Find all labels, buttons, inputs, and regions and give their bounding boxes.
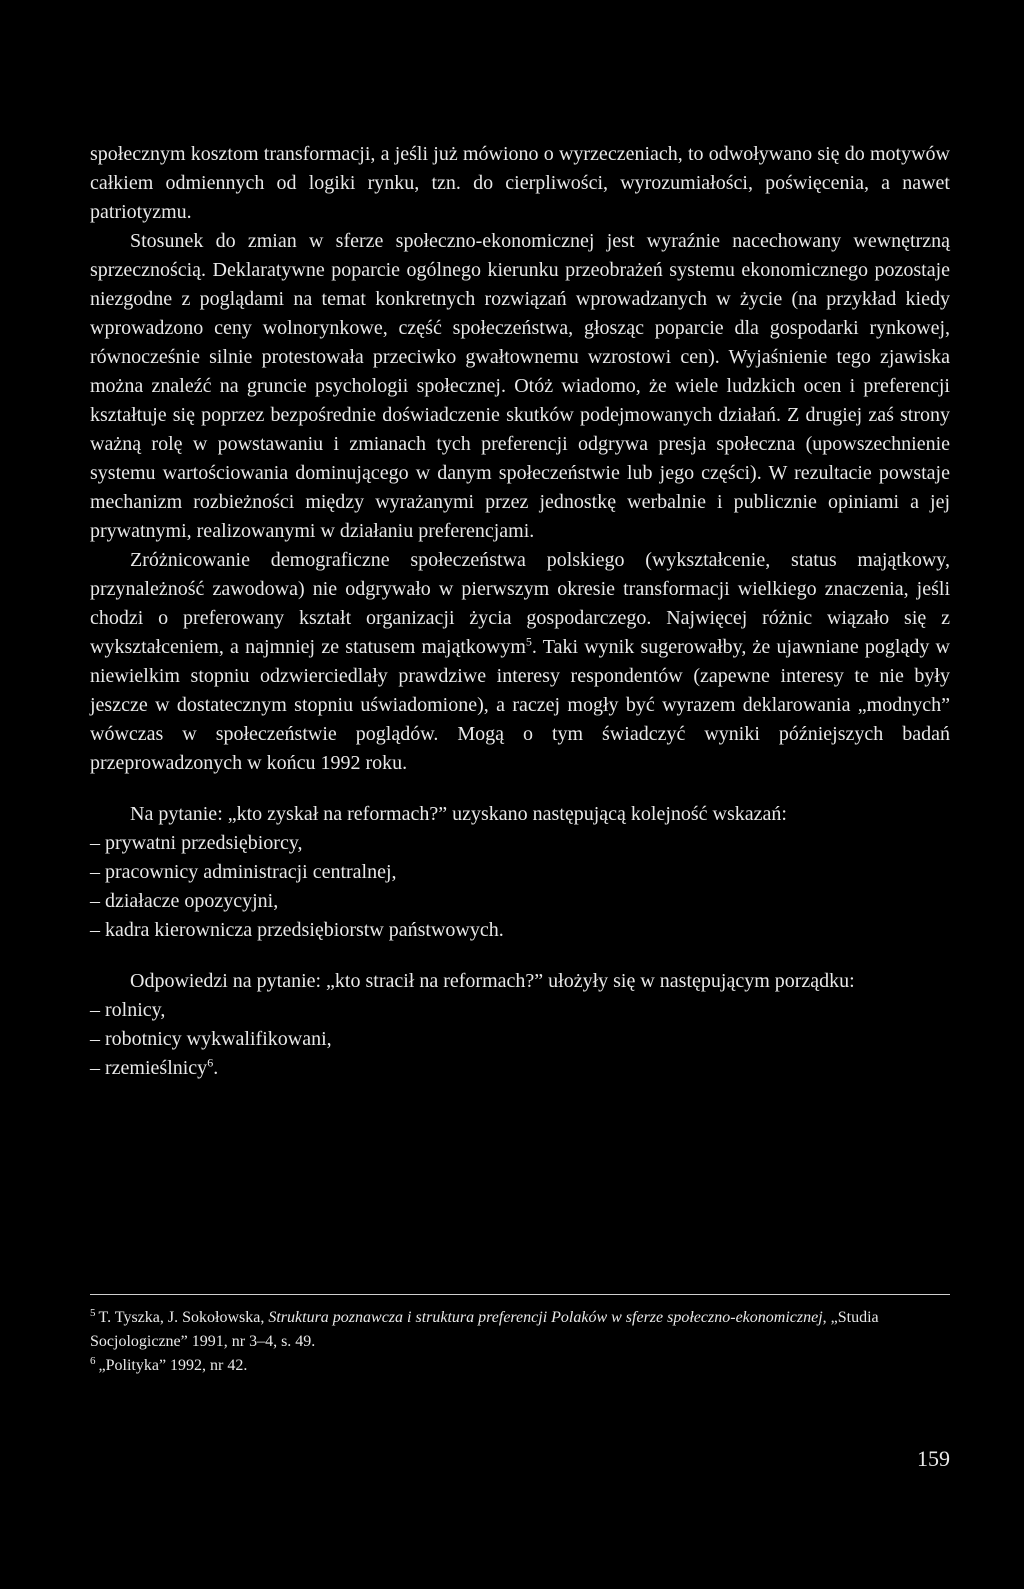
gained-list [90, 829, 950, 945]
paragraph-1: społecznym kosztom transformacji, a jeśli już mówiono o wyrzeczeniach, to odwoływano się do motywów całkiem odmiennych od logiki rynku, tzn. do cierpliwości, wyrozumiałości, poświęcenia, a nawet patriotyzmu. [90, 143, 950, 223]
page-number: 159 [917, 1446, 950, 1471]
gained-intro: Na pytanie: „kto zyskał na reformach?” uzyskano następującą kolejność wskazań: [130, 803, 787, 825]
list-item [90, 1054, 950, 1083]
list-item-text: – rzemieślnicy [90, 1057, 208, 1079]
footnote-source: , „Studia Socjologiczne” 1991, nr 3–4, s. 49. [90, 1309, 879, 1350]
footnote-text: T. Tyszka, J. Sokołowska, [98, 1309, 269, 1326]
page-body [90, 140, 950, 1083]
paragraph-3 [90, 546, 950, 778]
list-item-end: . [213, 1057, 219, 1079]
lost-intro: Odpowiedzi na pytanie: „kto stracił na reformach?” ułożyły się w następującym porządku: [130, 970, 855, 992]
footnotes [90, 1306, 950, 1378]
list-item: – kadra kierownicza przedsiębiorstw państwowych. [90, 919, 504, 941]
list-item: – robotnicy wykwalifikowani, [90, 1028, 332, 1050]
footnote-number: 6 [90, 1354, 96, 1367]
footnote-ref-6: 6 [207, 1055, 214, 1070]
paragraph-2: Stosunek do zmian w sferze społeczno-ekonomicznej jest wyraźnie nacechowany wewnętrzną sprzecznością. Deklaratywne poparcie ogólnego kierunku przeobrażeń systemu ekonomicznego pozostaje niezgodne z poglądami na temat konkretnych rozwiązań wprowadzanych w życie (na przykład kiedy wprowadzono ceny wolnorynkowe, część społeczeństwa, głosząc poparcie dla gospodarki rynkowej, równocześnie silnie protestowała przeciwko gwałtownemu wzrostowi cen). Wyjaśnienie tego zjawiska można znaleźć na gruncie psychologii społecznej. Otóż wiadomo, że wiele ludzkich ocen i preferencji kształtuje się poprzez bezpośrednie doświadczenie skutków podejmowanych działań. Z drugiej zaś strony ważną rolę w powstawaniu i zmianach tych preferencji odgrywa presja społeczna (upowszechnienie systemu wartościowania dominującego w danym społeczeństwie lub jego części). W rezultacie powstaje mechanizm rozbieżności między wyrażanymi przez jednostkę werbalnie i publicznie opiniami a jej prywatnymi, realizowanymi w działaniu preferencjami. [90, 230, 950, 542]
paragraph-3-start: Zróżnicowanie demograficzne społeczeństwa polskiego (wykształcenie, status majątkowy, przynależność zawodowa) nie odgrywało w pierwszym okresie transformacji wielkiego znaczenia, jeśli chodzi o preferowany kształt organizacji życia gospodarczego. Najwięcej różnic wiązało się z wykształceniem, a najmniej ze statusem majątkowym [90, 549, 950, 658]
paragraph-3-end: . Taki wynik sugerowałby, że ujawniane poglądy w niewielkim stopniu odzwierciedlały prawdziwe interesy respondentów (zapewne interesy te nie były jeszcze w dostatecznym stopniu uświadomione), a raczej mogły być wyrazem deklarowania „modnych” wówczas w społeczeństwie poglądów. Mogą o tym świadczyć wyniki późniejszych badań przeprowadzonych w końcu 1992 roku. [90, 636, 950, 774]
footnote-text: „Polityka” 1992, nr 42. [98, 1357, 248, 1374]
footnote-ref-5: 5 [525, 634, 532, 649]
footnote-divider [90, 1294, 950, 1295]
footnote-title: Struktura poznawcza i struktura preferencji Polaków w sferze społeczno-ekonomicznej [268, 1309, 823, 1326]
footnote-6 [90, 1354, 950, 1378]
footnote-number: 5 [90, 1306, 96, 1319]
lost-list [90, 996, 950, 1083]
list-item: – działacze opozycyjni, [90, 890, 279, 912]
list-item: – prywatni przedsiębiorcy, [90, 832, 303, 854]
footnote-5 [90, 1306, 950, 1354]
list-item: – pracownicy administracji centralnej, [90, 861, 397, 883]
list-item: – rolnicy, [90, 999, 166, 1021]
